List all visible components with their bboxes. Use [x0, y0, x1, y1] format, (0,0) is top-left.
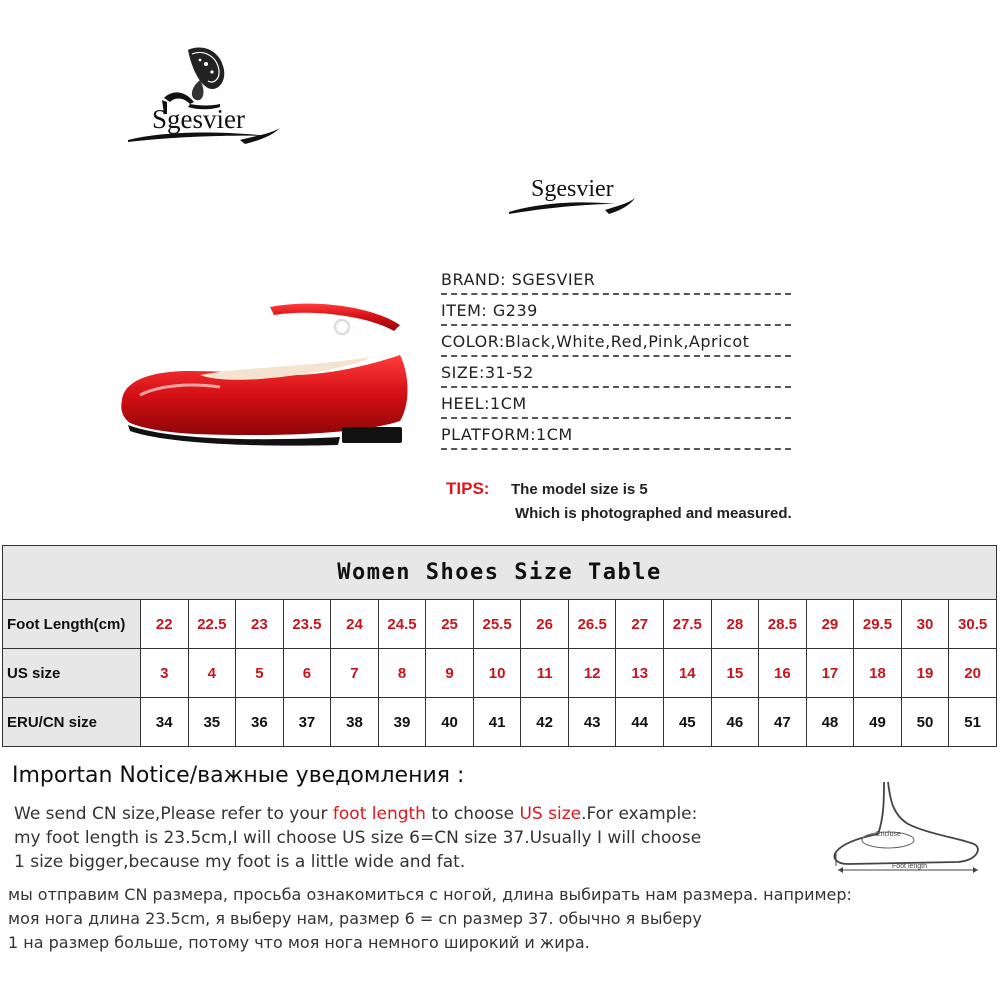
- size-cell: 51: [949, 698, 997, 747]
- size-cell: 43: [568, 698, 616, 747]
- size-cell: 22.5: [188, 600, 236, 649]
- size-cell: 50: [901, 698, 949, 747]
- size-cell: 28.5: [759, 600, 807, 649]
- spec-platform: PLATFORM:1CM: [441, 422, 791, 450]
- size-cell: 19: [901, 649, 949, 698]
- eu-cn-size-row: [3, 698, 997, 747]
- red-shoe-image: [110, 295, 440, 455]
- size-cell: 23.5: [283, 600, 331, 649]
- size-cell: 8: [378, 649, 426, 698]
- size-cell: 40: [426, 698, 474, 747]
- size-cell: 23: [236, 600, 284, 649]
- size-cell: 11: [521, 649, 569, 698]
- row-header: Foot Length(cm): [3, 600, 141, 649]
- size-cell: 26.5: [568, 600, 616, 649]
- size-cell: 5: [236, 649, 284, 698]
- size-cell: 22: [141, 600, 189, 649]
- spec-item: ITEM: G239: [441, 298, 791, 326]
- size-cell: 15: [711, 649, 759, 698]
- spec-brand: BRAND: SGESVIER: [441, 267, 791, 295]
- size-cell: 13: [616, 649, 664, 698]
- spec-size: SIZE:31-52: [441, 360, 791, 388]
- size-cell: 24.5: [378, 600, 426, 649]
- size-cell: 7: [331, 649, 379, 698]
- size-cell: 29: [806, 600, 854, 649]
- size-cell: 25.5: [473, 600, 521, 649]
- brand-logo: [120, 40, 290, 165]
- notice-ru-line3: 1 на размер больше, потому что моя нога немного широкий и жира.: [8, 933, 590, 952]
- brand-logo-text: Sgesvier: [152, 104, 245, 134]
- tips-line1: The model size is 5: [511, 481, 648, 498]
- highlight-us-size: US size: [519, 804, 582, 824]
- size-cell: 9: [426, 649, 474, 698]
- size-cell: 44: [616, 698, 664, 747]
- size-cell: 6: [283, 649, 331, 698]
- size-cell: 25: [426, 600, 474, 649]
- size-cell: 45: [664, 698, 712, 747]
- size-cell: 16: [759, 649, 807, 698]
- size-cell: 14: [664, 649, 712, 698]
- size-cell: 37: [283, 698, 331, 747]
- size-cell: 36: [236, 698, 284, 747]
- us-size-row: [3, 649, 997, 698]
- size-cell: 42: [521, 698, 569, 747]
- foot-length-label: Foot length: [892, 863, 928, 870]
- spec-heel: HEEL:1CM: [441, 391, 791, 419]
- size-cell: 3: [141, 649, 189, 698]
- size-cell: 30.5: [949, 600, 997, 649]
- notice-en-line2: my foot length is 23.5cm,I will choose US size 6=CN size 37.Usually I will choose: [14, 828, 702, 848]
- size-cell: 26: [521, 600, 569, 649]
- enclose-label: Enclose: [876, 831, 901, 838]
- size-cell: 4: [188, 649, 236, 698]
- brand-logo-small-text: Sgesvier: [531, 176, 614, 202]
- butterfly-heel-icon: [120, 40, 290, 165]
- size-table: [2, 545, 997, 747]
- tips-label: TIPS:: [446, 479, 490, 498]
- size-cell: 27: [616, 600, 664, 649]
- size-cell: 27.5: [664, 600, 712, 649]
- size-cell: 30: [901, 600, 949, 649]
- logo-swoosh-icon: [505, 192, 645, 222]
- spec-color: COLOR:Black,White,Red,Pink,Apricot: [441, 329, 791, 357]
- size-cell: 12: [568, 649, 616, 698]
- notice-ru-line2: моя нога длина 23.5cm, я выберу нам, размер 6 = cn размер 37. обычно я выберу: [8, 909, 702, 928]
- notice-ru-line1: мы отправим CN размера, просьба ознакомиться с ногой, длина выбирать нам размера. например:: [8, 885, 852, 904]
- row-header: US size: [3, 649, 141, 698]
- row-header: ERU/CN size: [3, 698, 141, 747]
- size-cell: 18: [854, 649, 902, 698]
- notice-title: Importan Notice/важные уведомления :: [12, 763, 465, 788]
- highlight-foot-length: foot length: [332, 804, 426, 824]
- size-cell: 17: [806, 649, 854, 698]
- notice-en-line1: We send CN size,Please refer to your foot length to choose US size.For example:: [14, 804, 698, 824]
- size-cell: 39: [378, 698, 426, 747]
- size-table-title: Women Shoes Size Table: [3, 546, 997, 600]
- size-cell: 24: [331, 600, 379, 649]
- size-cell: 41: [473, 698, 521, 747]
- size-cell: 10: [473, 649, 521, 698]
- size-cell: 28: [711, 600, 759, 649]
- size-cell: 49: [854, 698, 902, 747]
- size-cell: 47: [759, 698, 807, 747]
- size-cell: 34: [141, 698, 189, 747]
- size-cell: 29.5: [854, 600, 902, 649]
- size-cell: 48: [806, 698, 854, 747]
- size-cell: 46: [711, 698, 759, 747]
- size-cell: 20: [949, 649, 997, 698]
- size-cell: 35: [188, 698, 236, 747]
- foot-measure-diagram: [828, 778, 988, 878]
- notice-en-line3: 1 size bigger,because my foot is a little wide and fat.: [14, 852, 466, 872]
- foot-length-row: [3, 600, 997, 649]
- size-cell: 38: [331, 698, 379, 747]
- tips-line2: Which is photographed and measured.: [515, 505, 792, 522]
